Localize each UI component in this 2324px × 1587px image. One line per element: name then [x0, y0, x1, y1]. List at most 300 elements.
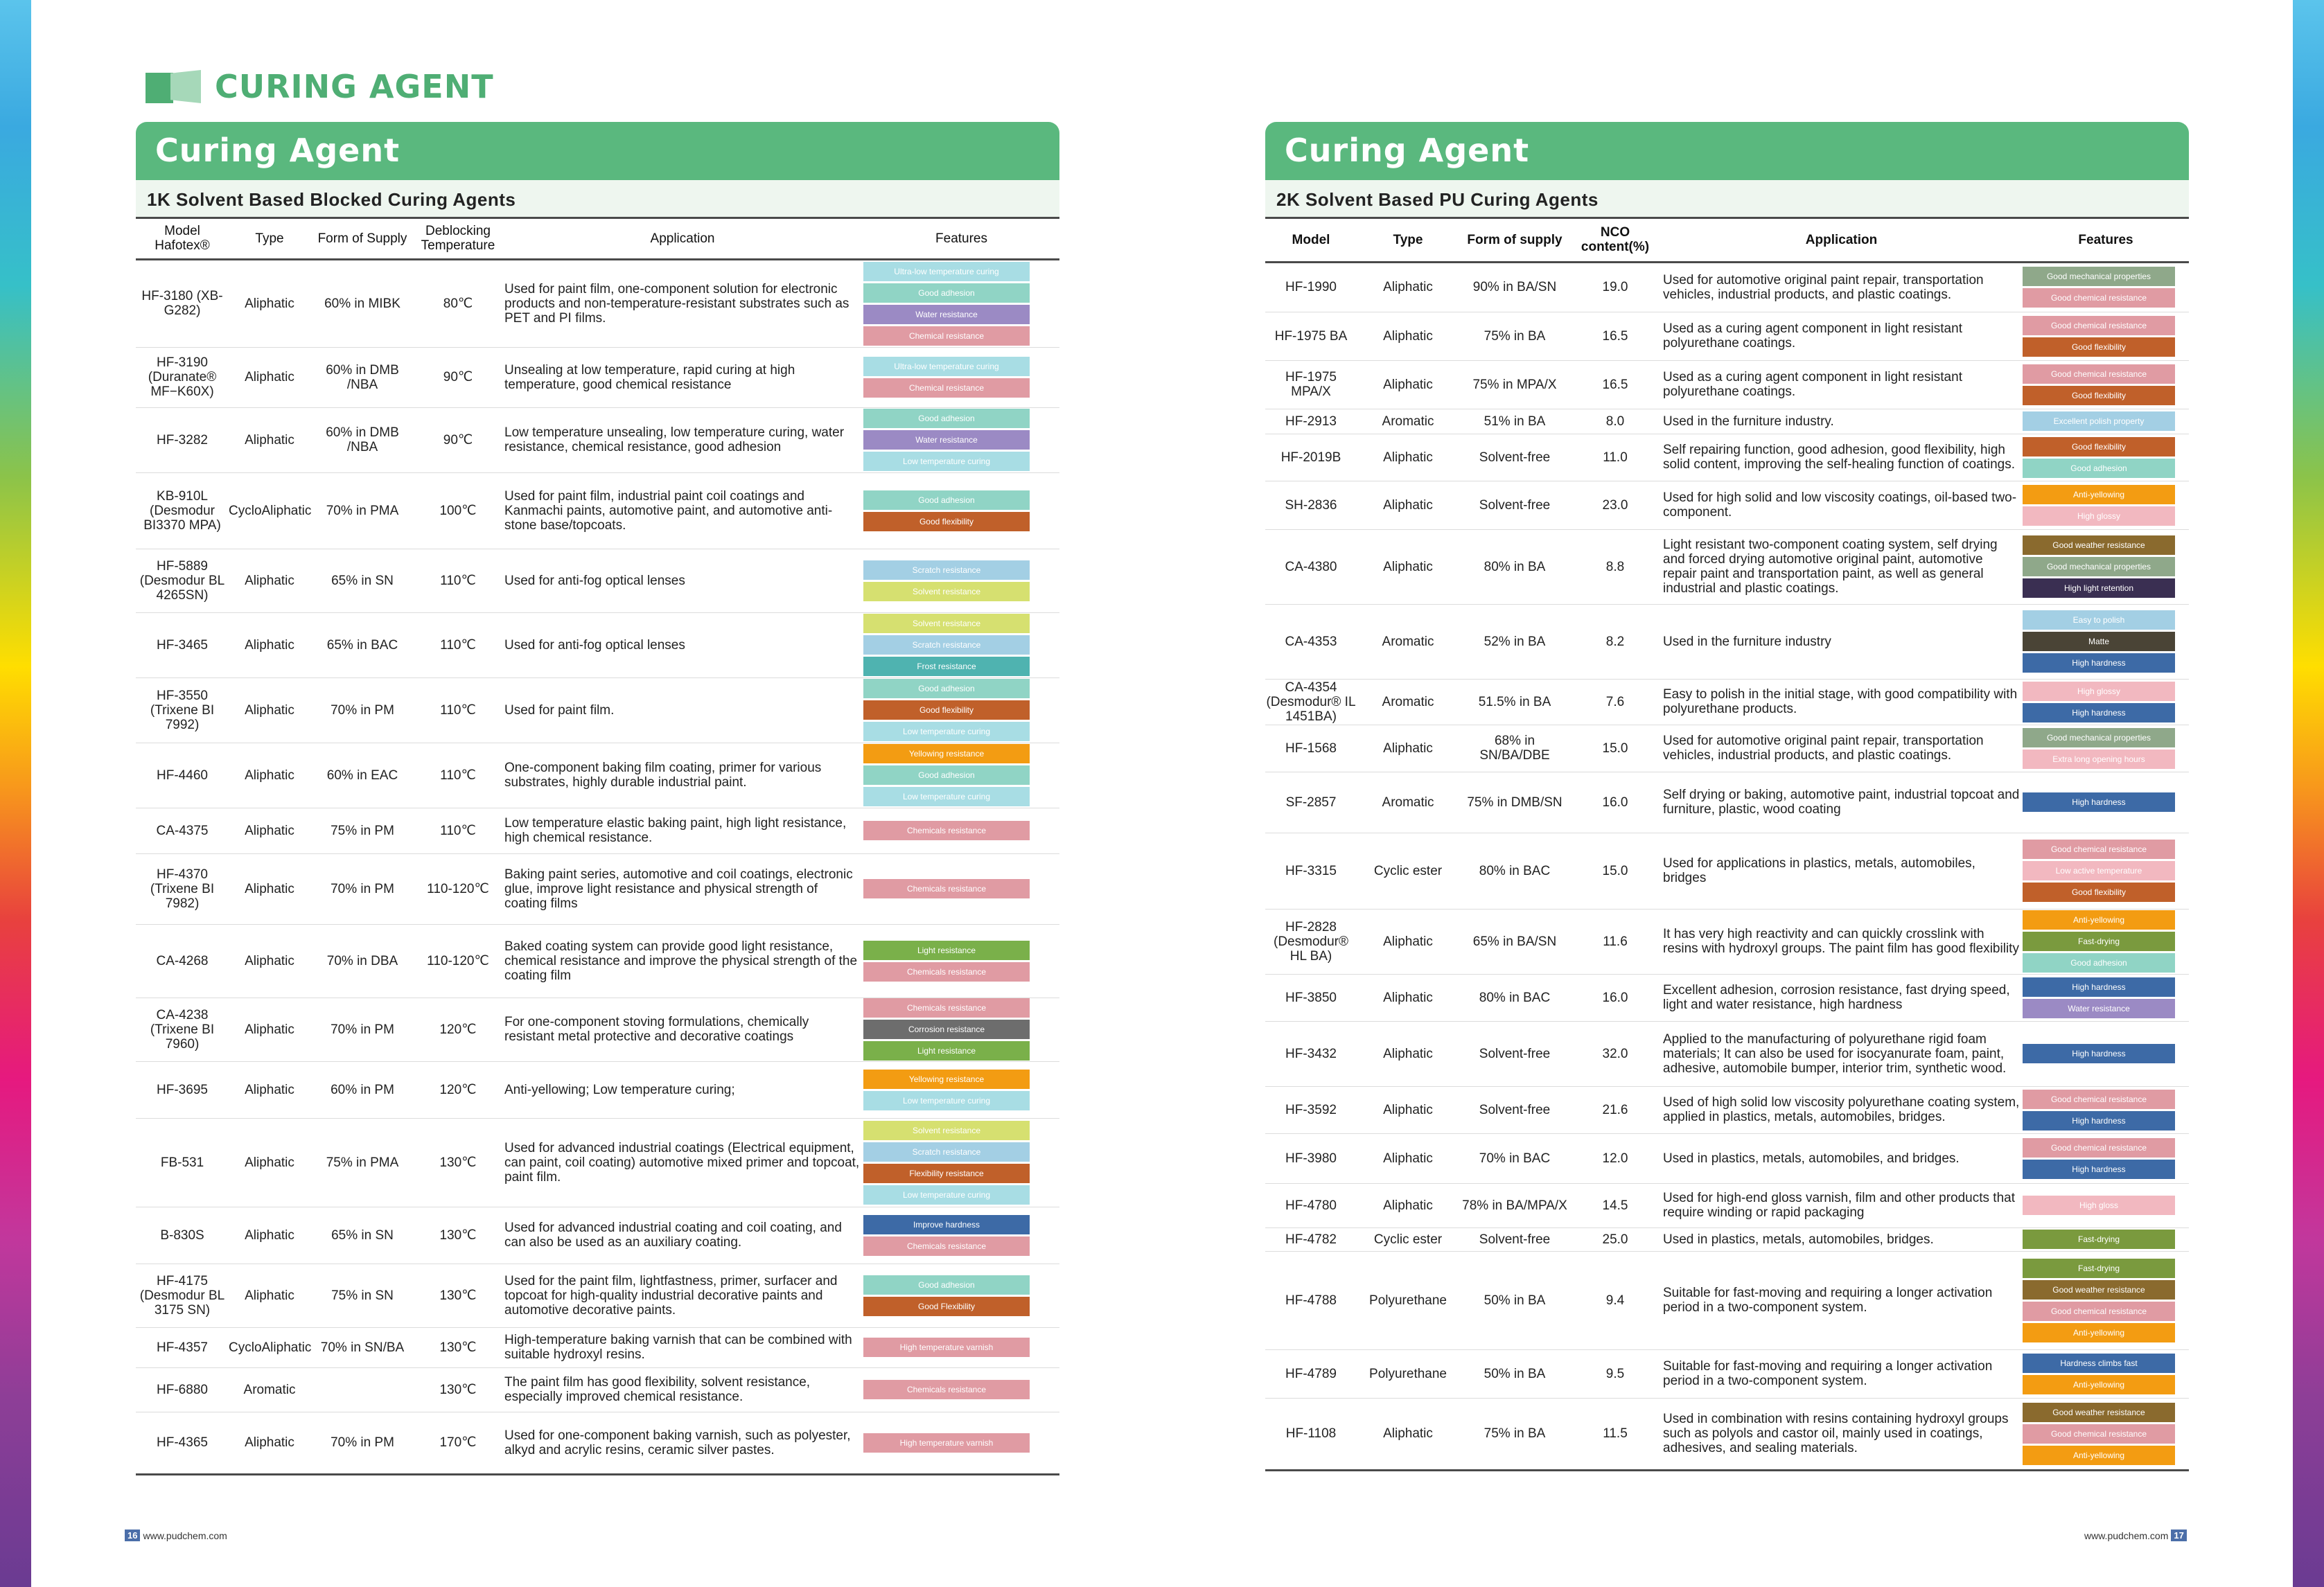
feature-tag: Good chemical resistance	[2023, 1138, 2175, 1158]
spacer-cell	[2175, 360, 2189, 409]
model-cell: HF-2828 (Desmodur® HL BA)	[1265, 909, 1357, 974]
features-cell	[2023, 312, 2175, 360]
feature-tag: Light resistance	[863, 1041, 1030, 1061]
features-cell	[2023, 409, 2175, 434]
type-cell: Aliphatic	[1357, 725, 1459, 772]
table-row	[1265, 1183, 2189, 1227]
table-row	[1265, 679, 2189, 725]
feature-tag: Good chemical resistance	[2023, 1424, 2175, 1444]
table-row	[136, 853, 1059, 924]
feature-tag: Ultra-low temperature curing	[863, 262, 1030, 281]
model-cell: HF-3550 (Trixene BI 7992)	[136, 677, 229, 743]
feature-tag: Chemicals resistance	[863, 1236, 1030, 1256]
application-cell: Unsealing at low temperature, rapid curing at high temperature, good chemical resistance	[502, 347, 863, 407]
temp-cell: 120℃	[414, 998, 502, 1061]
application-cell: Used for paint film.	[502, 677, 863, 743]
type-cell: Aliphatic	[229, 1207, 310, 1264]
nco-cell: 16.5	[1570, 312, 1660, 360]
application-cell: Used in the furniture industry.	[1660, 409, 2023, 434]
feature-tag: Ultra-low temperature curing	[863, 357, 1030, 376]
supply-cell: 68% in SN/BA/DBE	[1459, 725, 1570, 772]
supply-cell: Solvent-free	[1459, 481, 1570, 529]
spacer-cell	[2175, 1227, 2189, 1251]
application-cell: Low temperature unsealing, low temperature curing, water resistance, chemical resistance, good adhesion	[502, 407, 863, 472]
temp-cell: 130℃	[414, 1207, 502, 1264]
feature-tag: Frost resistance	[863, 657, 1030, 676]
model-cell: HF-4460	[136, 743, 229, 808]
table-row	[136, 407, 1059, 472]
table-row	[136, 259, 1059, 347]
feature-tag: High temperature varnish	[863, 1338, 1030, 1357]
feature-tag: Good chemical resistance	[2023, 1302, 2175, 1321]
spacer-cell	[1030, 407, 1059, 472]
feature-tag: Anti-yellowing	[2023, 1375, 2175, 1394]
nco-cell: 8.2	[1570, 604, 1660, 679]
supply-cell: 50% in BA	[1459, 1349, 1570, 1398]
type-cell: Aliphatic	[1357, 1398, 1459, 1470]
type-cell: Aliphatic	[1357, 1021, 1459, 1086]
application-cell: Used for paint film, one-component solution for electronic products and non-temperature-resistant substrates such as PET and PI films.	[502, 259, 863, 347]
table-row	[136, 347, 1059, 407]
section-title: CURING AGENT	[215, 68, 494, 105]
model-cell: HF-5889 (Desmodur BL 4265SN)	[136, 549, 229, 612]
spacer-cell	[2175, 1021, 2189, 1086]
features-cell	[2023, 1227, 2175, 1251]
right-banner: Curing Agent	[1265, 122, 2189, 180]
supply-cell: 75% in PM	[310, 808, 414, 853]
table-row	[1265, 974, 2189, 1021]
feature-tag: Good flexibility	[2023, 386, 2175, 405]
application-cell: Excellent adhesion, corrosion resistance, fast drying speed, light and water resistance, high hardness	[1660, 974, 2023, 1021]
feature-tag: Scratch resistance	[863, 1142, 1030, 1162]
type-cell: Aliphatic	[1357, 262, 1459, 312]
application-cell: Used for automotive original paint repair, transportation vehicles, industrial products, and plastic coatings.	[1660, 262, 2023, 312]
application-cell: Used for anti-fog optical lenses	[502, 612, 863, 677]
table-row	[136, 743, 1059, 808]
model-cell: HF-3432	[1265, 1021, 1357, 1086]
table-row	[136, 1061, 1059, 1118]
nco-cell: 25.0	[1570, 1227, 1660, 1251]
nco-cell: 12.0	[1570, 1133, 1660, 1183]
supply-cell: 51% in BA	[1459, 409, 1570, 434]
features-cell	[2023, 262, 2175, 312]
features-cell	[2023, 1133, 2175, 1183]
nco-cell: 32.0	[1570, 1021, 1660, 1086]
table-row	[136, 924, 1059, 998]
table-row	[136, 1264, 1059, 1327]
table-row	[136, 612, 1059, 677]
application-cell: Used in the furniture industry	[1660, 604, 2023, 679]
model-cell: HF-4782	[1265, 1227, 1357, 1251]
application-cell: Used for anti-fog optical lenses	[502, 549, 863, 612]
spacer-cell	[1030, 259, 1059, 347]
model-cell: CA-4380	[1265, 529, 1357, 604]
nco-cell: 11.6	[1570, 909, 1660, 974]
col-application: Application	[502, 219, 863, 259]
col-type: Type	[229, 219, 310, 259]
model-cell: HF-2913	[1265, 409, 1357, 434]
spacer-cell	[2175, 974, 2189, 1021]
spacer-cell	[1030, 1118, 1059, 1207]
features-cell	[2023, 1349, 2175, 1398]
table-row	[1265, 1021, 2189, 1086]
model-cell: HF-4357	[136, 1327, 229, 1367]
nco-cell: 16.0	[1570, 772, 1660, 833]
type-cell: Aliphatic	[229, 347, 310, 407]
feature-tag: High hardness	[2023, 653, 2175, 673]
features-cell	[2023, 1251, 2175, 1349]
table-row	[1265, 360, 2189, 409]
table-row	[1265, 1086, 2189, 1133]
model-cell: HF-4789	[1265, 1349, 1357, 1398]
features-cell	[863, 1327, 1030, 1367]
temp-cell: 90℃	[414, 407, 502, 472]
feature-tag: Good chemical resistance	[2023, 316, 2175, 335]
spacer-cell	[2175, 481, 2189, 529]
features-cell	[863, 259, 1030, 347]
table-row	[136, 1207, 1059, 1264]
nco-cell: 19.0	[1570, 262, 1660, 312]
features-cell	[2023, 1021, 2175, 1086]
spacer-cell	[2175, 1086, 2189, 1133]
features-cell	[863, 1061, 1030, 1118]
feature-tag: Chemicals resistance	[863, 1380, 1030, 1399]
spacer-cell	[2175, 772, 2189, 833]
type-cell: Aliphatic	[1357, 909, 1459, 974]
spacer-cell	[1030, 1327, 1059, 1367]
application-cell: Light resistant two-component coating system, self drying and forced drying automotive original paint, automotive repair paint and transportation paint, as well as general industrial and plastic coatings.	[1660, 529, 2023, 604]
table-row	[1265, 1133, 2189, 1183]
table-row	[1265, 312, 2189, 360]
spacer-cell	[2175, 312, 2189, 360]
supply-cell: 65% in SN	[310, 1207, 414, 1264]
supply-cell: 70% in PMA	[310, 472, 414, 549]
supply-cell: 90% in BA/SN	[1459, 262, 1570, 312]
table-row	[1265, 772, 2189, 833]
type-cell: Aliphatic	[229, 259, 310, 347]
application-cell: Suitable for fast-moving and requiring a longer activation period in a two-component system.	[1660, 1349, 2023, 1398]
right-color-strip	[2293, 0, 2324, 1587]
type-cell: Aliphatic	[1357, 1086, 1459, 1133]
feature-tag: Low temperature curing	[863, 1091, 1030, 1110]
spacer-cell	[2175, 1251, 2189, 1349]
temp-cell: 110℃	[414, 612, 502, 677]
supply-cell: 75% in SN	[310, 1264, 414, 1327]
left-panel	[136, 122, 1059, 1475]
features-cell	[863, 1207, 1030, 1264]
feature-tag: Solvent resistance	[863, 614, 1030, 633]
table-row	[1265, 434, 2189, 481]
spacer-cell	[2175, 529, 2189, 604]
supply-cell: 60% in DMB /NBA	[310, 347, 414, 407]
feature-tag: High gloss	[2023, 1196, 2175, 1215]
right-table	[1265, 219, 2189, 1471]
feature-tag: High hardness	[2023, 1160, 2175, 1179]
application-cell: Used in combination with resins containing hydroxyl groups such as polyols and castor oil, mainly used in coatings, adhesives, and sealing materials.	[1660, 1398, 2023, 1470]
table-row	[1265, 1251, 2189, 1349]
model-cell: HF-3315	[1265, 833, 1357, 909]
feature-tag: Chemical resistance	[863, 326, 1030, 346]
supply-cell: 60% in MIBK	[310, 259, 414, 347]
model-cell: HF-3190 (Duranate® MF−K60X)	[136, 347, 229, 407]
supply-cell: Solvent-free	[1459, 1086, 1570, 1133]
left-color-strip	[0, 0, 31, 1587]
features-cell	[863, 998, 1030, 1061]
temp-cell: 170℃	[414, 1412, 502, 1474]
feature-tag: Matte	[2023, 632, 2175, 651]
temp-cell: 130℃	[414, 1367, 502, 1412]
left-table	[136, 219, 1059, 1475]
feature-tag: Good weather resistance	[2023, 1403, 2175, 1422]
page-number: 16	[125, 1530, 140, 1541]
model-cell: FB-531	[136, 1118, 229, 1207]
model-cell: HF-3980	[1265, 1133, 1357, 1183]
feature-tag: Good adhesion	[863, 283, 1030, 303]
table-row	[136, 1118, 1059, 1207]
nco-cell: 21.6	[1570, 1086, 1660, 1133]
spacer-cell	[1030, 472, 1059, 549]
supply-cell: Solvent-free	[1459, 1227, 1570, 1251]
type-cell: Aliphatic	[229, 808, 310, 853]
nco-cell: 7.6	[1570, 679, 1660, 725]
feature-tag: Good weather resistance	[2023, 1280, 2175, 1300]
col-supply: Form of Supply	[310, 219, 414, 259]
model-cell: HF-1975 MPA/X	[1265, 360, 1357, 409]
model-cell: KB-910L (Desmodur BI3370 MPA)	[136, 472, 229, 549]
application-cell: Used for paint film, industrial paint coil coatings and Kanmachi paints, automotive paint, and automotive anti-stone base/topcoats.	[502, 472, 863, 549]
table-row	[136, 808, 1059, 853]
col-type: Type	[1357, 219, 1459, 262]
temp-cell: 90℃	[414, 347, 502, 407]
temp-cell: 130℃	[414, 1118, 502, 1207]
application-cell: Used in plastics, metals, automobiles, bridges.	[1660, 1227, 2023, 1251]
col-application: Application	[1660, 219, 2023, 262]
application-cell: Anti-yellowing; Low temperature curing;	[502, 1061, 863, 1118]
feature-tag: Chemicals resistance	[863, 879, 1030, 898]
feature-tag: Scratch resistance	[863, 635, 1030, 655]
temp-cell: 110℃	[414, 808, 502, 853]
feature-tag: Chemicals resistance	[863, 998, 1030, 1018]
supply-cell: 65% in SN	[310, 549, 414, 612]
feature-tag: Light resistance	[863, 941, 1030, 960]
supply-cell: 80% in BAC	[1459, 974, 1570, 1021]
supply-cell: 60% in DMB /NBA	[310, 407, 414, 472]
feature-tag: Good mechanical properties	[2023, 267, 2175, 286]
spacer-cell	[2175, 1349, 2189, 1398]
feature-tag: Solvent resistance	[863, 582, 1030, 601]
type-cell: Aliphatic	[229, 853, 310, 924]
type-cell: Aliphatic	[1357, 312, 1459, 360]
temp-cell: 130℃	[414, 1327, 502, 1367]
application-cell: Used as a curing agent component in light resistant polyurethane coatings.	[1660, 360, 2023, 409]
application-cell: Easy to polish in the initial stage, with good compatibility with polyurethane products.	[1660, 679, 2023, 725]
spacer-cell	[2175, 1183, 2189, 1227]
features-cell	[863, 1118, 1030, 1207]
table-row	[136, 472, 1059, 549]
supply-cell: Solvent-free	[1459, 434, 1570, 481]
model-cell: CA-4353	[1265, 604, 1357, 679]
type-cell: Aliphatic	[229, 1264, 310, 1327]
application-cell: Used for applications in plastics, metals, automobiles, bridges	[1660, 833, 2023, 909]
nco-cell: 8.8	[1570, 529, 1660, 604]
spacer-cell	[2175, 679, 2189, 725]
application-cell: Low temperature elastic baking paint, high light resistance, high chemical resistance.	[502, 808, 863, 853]
model-cell: SH-2836	[1265, 481, 1357, 529]
application-cell: Applied to the manufacturing of polyurethane rigid foam materials; It can also be used for isocyanurate foam, paint, adhesive, automobile bumper, interior trim, synthetic wood.	[1660, 1021, 2023, 1086]
features-cell	[863, 677, 1030, 743]
supply-cell: 70% in BAC	[1459, 1133, 1570, 1183]
temp-cell: 80℃	[414, 259, 502, 347]
model-cell: HF-3695	[136, 1061, 229, 1118]
features-cell	[863, 853, 1030, 924]
feature-tag: Good chemical resistance	[2023, 1090, 2175, 1109]
application-cell: Used for advanced industrial coating and coil coating, and can also be used as an auxiliary coating.	[502, 1207, 863, 1264]
footer-url: www.pudchem.com	[2084, 1530, 2169, 1541]
supply-cell: 75% in BA	[1459, 312, 1570, 360]
feature-tag: Good Flexibility	[863, 1297, 1030, 1316]
application-cell: The paint film has good flexibility, solvent resistance, especially improved chemical resistance.	[502, 1367, 863, 1412]
type-cell: Aliphatic	[1357, 529, 1459, 604]
model-cell: HF-6880	[136, 1367, 229, 1412]
feature-tag: Anti-yellowing	[2023, 910, 2175, 930]
feature-tag: Scratch resistance	[863, 560, 1030, 580]
features-cell	[863, 1367, 1030, 1412]
feature-tag: Good adhesion	[863, 679, 1030, 698]
footer-url: www.pudchem.com	[143, 1530, 227, 1541]
section-header	[146, 68, 494, 105]
features-cell	[863, 549, 1030, 612]
right-footer	[2084, 1530, 2187, 1541]
temp-cell: 110℃	[414, 743, 502, 808]
type-cell: Polyurethane	[1357, 1251, 1459, 1349]
model-cell: HF-4370 (Trixene BI 7982)	[136, 853, 229, 924]
temp-cell: 110-120℃	[414, 853, 502, 924]
col-model: Model Hafotex®	[136, 219, 229, 259]
model-cell: HF-4365	[136, 1412, 229, 1474]
feature-tag: Good weather resistance	[2023, 535, 2175, 555]
spacer-cell	[2175, 725, 2189, 772]
table-row	[136, 1367, 1059, 1412]
left-header-row	[136, 219, 1059, 259]
feature-tag: Anti-yellowing	[2023, 1323, 2175, 1342]
feature-tag: Flexibility resistance	[863, 1164, 1030, 1183]
model-cell: HF-2019B	[1265, 434, 1357, 481]
model-cell: HF-3850	[1265, 974, 1357, 1021]
spacer-cell	[2175, 434, 2189, 481]
spacer-cell	[1030, 677, 1059, 743]
type-cell: Aromatic	[229, 1367, 310, 1412]
application-cell: Used of high solid low viscosity polyurethane coating system, applied in plastics, metals, automobiles, bridges.	[1660, 1086, 2023, 1133]
feature-tag: High hardness	[2023, 1044, 2175, 1063]
model-cell: CA-4268	[136, 924, 229, 998]
features-cell	[2023, 1398, 2175, 1470]
feature-tag: Fast-drying	[2023, 1230, 2175, 1249]
feature-tag: Fast-drying	[2023, 932, 2175, 951]
spacer-cell	[1030, 549, 1059, 612]
temp-cell: 110-120℃	[414, 924, 502, 998]
model-cell: HF-4175 (Desmodur BL 3175 SN)	[136, 1264, 229, 1327]
feature-tag: Improve hardness	[863, 1215, 1030, 1234]
spacer-cell	[2175, 909, 2189, 974]
spacer-cell	[2175, 1133, 2189, 1183]
table-row	[1265, 481, 2189, 529]
application-cell: Suitable for fast-moving and requiring a longer activation period in a two-component system.	[1660, 1251, 2023, 1349]
col-supply: Form of supply	[1459, 219, 1570, 262]
type-cell: Aliphatic	[229, 1061, 310, 1118]
supply-cell: 50% in BA	[1459, 1251, 1570, 1349]
model-cell: HF-3465	[136, 612, 229, 677]
supply-cell: 70% in DBA	[310, 924, 414, 998]
supply-cell: 75% in PMA	[310, 1118, 414, 1207]
model-cell: B-830S	[136, 1207, 229, 1264]
type-cell: Aliphatic	[1357, 1183, 1459, 1227]
supply-cell: 70% in SN/BA	[310, 1327, 414, 1367]
spacer-cell	[1030, 1264, 1059, 1327]
col-features: Features	[863, 219, 1059, 259]
type-cell: Aliphatic	[229, 1412, 310, 1474]
nco-cell: 16.5	[1570, 360, 1660, 409]
features-cell	[863, 347, 1030, 407]
spacer-cell	[1030, 998, 1059, 1061]
type-cell: Cyclic ester	[1357, 1227, 1459, 1251]
feature-tag: Water resistance	[2023, 999, 2175, 1018]
feature-tag: High light retention	[2023, 578, 2175, 598]
left-footer	[125, 1530, 227, 1541]
table-row	[136, 1412, 1059, 1474]
model-cell: HF-4780	[1265, 1183, 1357, 1227]
model-cell: HF-1975 BA	[1265, 312, 1357, 360]
features-cell	[863, 924, 1030, 998]
features-cell	[2023, 679, 2175, 725]
spacer-cell	[1030, 1412, 1059, 1474]
nco-cell: 15.0	[1570, 833, 1660, 909]
feature-tag: Easy to polish	[2023, 610, 2175, 630]
type-cell: Aliphatic	[1357, 481, 1459, 529]
supply-cell: 65% in BAC	[310, 612, 414, 677]
spacer-cell	[1030, 743, 1059, 808]
features-cell	[2023, 909, 2175, 974]
model-cell: HF-3282	[136, 407, 229, 472]
table-row	[136, 1327, 1059, 1367]
supply-cell: 70% in PM	[310, 1412, 414, 1474]
type-cell: Aliphatic	[229, 998, 310, 1061]
application-cell: Baking paint series, automotive and coil coatings, electronic glue, improve light resistance and physical strength of coating films	[502, 853, 863, 924]
feature-tag: Good mechanical properties	[2023, 557, 2175, 576]
feature-tag: Chemicals resistance	[863, 962, 1030, 982]
type-cell: Aliphatic	[229, 743, 310, 808]
features-cell	[2023, 604, 2175, 679]
feature-tag: Chemical resistance	[863, 378, 1030, 398]
model-cell: CA-4238 (Trixene BI 7960)	[136, 998, 229, 1061]
supply-cell: 80% in BAC	[1459, 833, 1570, 909]
feature-tag: Good adhesion	[863, 490, 1030, 510]
application-cell: Self repairing function, good adhesion, good flexibility, high solid content, improving the self-healing function of coatings.	[1660, 434, 2023, 481]
temp-cell: 110℃	[414, 677, 502, 743]
feature-tag: High glossy	[2023, 506, 2175, 526]
application-cell: For one-component stoving formulations, chemically resistant metal protective and decorative coatings	[502, 998, 863, 1061]
type-cell: Aliphatic	[229, 549, 310, 612]
table-row	[136, 677, 1059, 743]
supply-cell: 75% in DMB/SN	[1459, 772, 1570, 833]
col-features: Features	[2023, 219, 2189, 262]
application-cell: Used for one-component baking varnish, such as polyester, alkyd and acrylic resins, ceramic silver pastes.	[502, 1412, 863, 1474]
features-cell	[2023, 360, 2175, 409]
supply-cell	[310, 1367, 414, 1412]
feature-tag: High temperature varnish	[863, 1433, 1030, 1453]
temp-cell: 100℃	[414, 472, 502, 549]
feature-tag: Low temperature curing	[863, 787, 1030, 806]
table-row	[1265, 1227, 2189, 1251]
